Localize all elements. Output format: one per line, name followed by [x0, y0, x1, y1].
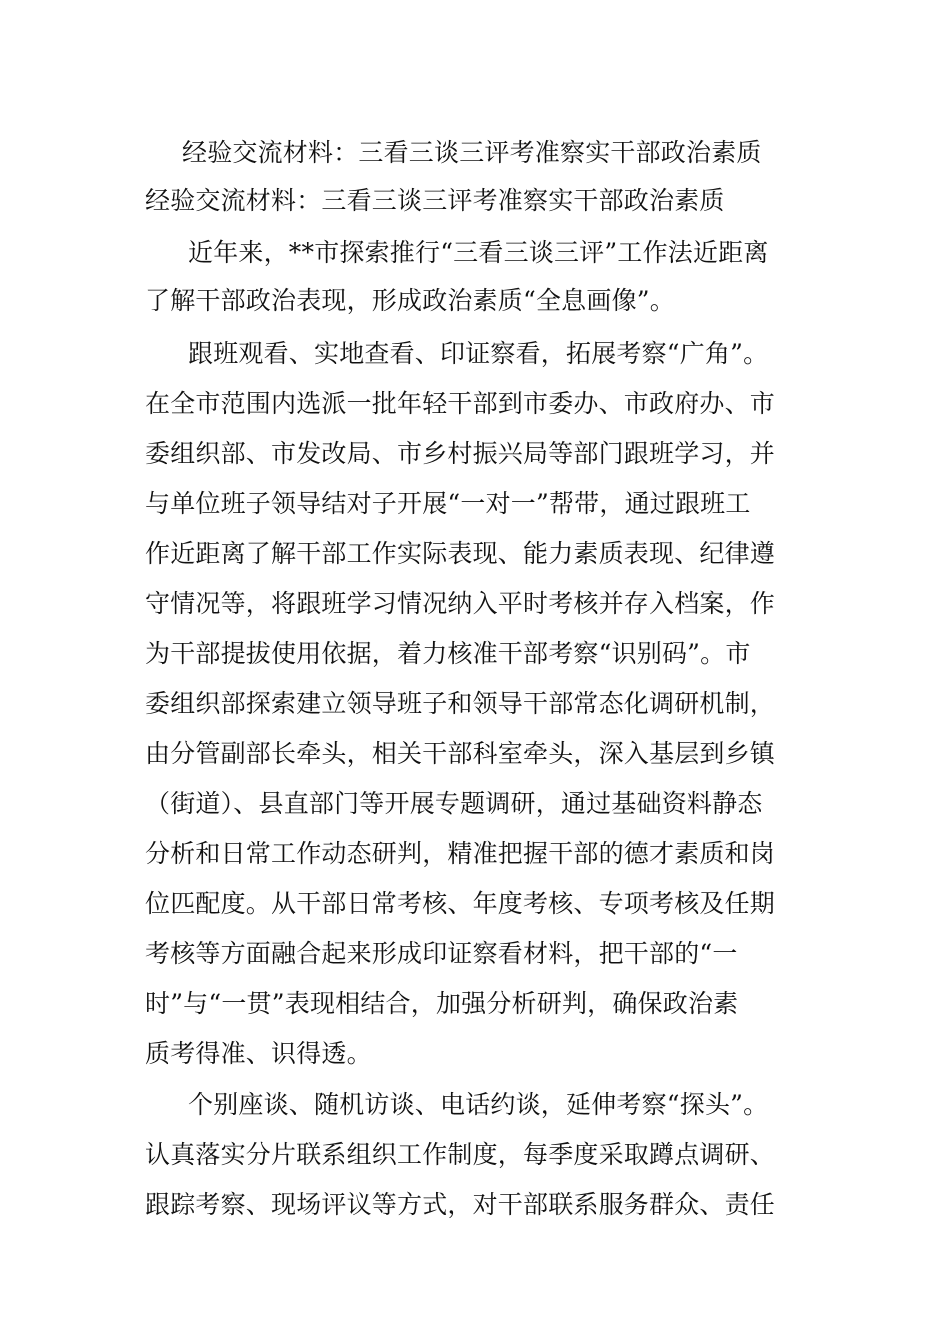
- paragraph-line: （街道）、县直部门等开展专题调研，通过基础资料静态: [145, 789, 763, 818]
- paragraph-line: 了解干部政治表现，形成政治素质“全息画像”。: [145, 286, 675, 315]
- paragraph-line: 与单位班子领导结对子开展“一对一”帮带，通过跟班工: [145, 489, 751, 518]
- document-title-line-2: 经验交流材料：三看三谈三评考准察实干部政治素质: [145, 186, 725, 215]
- document-title-line-1: 经验交流材料：三看三谈三评考准察实干部政治素质: [182, 138, 762, 167]
- paragraph-line: 考核等方面融合起来形成印证察看材料，把干部的“一: [145, 939, 738, 968]
- paragraph-line: 作近距离了解干部工作实际表现、能力素质表现、纪律遵: [145, 539, 776, 568]
- paragraph-line: 质考得准、识得透。: [145, 1039, 372, 1068]
- paragraph-line: 个别座谈、随机访谈、电话约谈，延伸考察“探头”。: [188, 1090, 769, 1119]
- paragraph-line: 委组织部、市发改局、市乡村振兴局等部门跟班学习，并: [145, 439, 776, 468]
- paragraph-line: 委组织部探索建立领导班子和领导干部常态化调研机制，: [145, 689, 776, 718]
- paragraph-line: 为干部提拔使用依据，着力核准干部考察“识别码”。市: [145, 639, 751, 668]
- paragraph-line: 时”与“一贯”表现相结合，加强分析研判，确保政治素: [145, 989, 739, 1018]
- paragraph-line: 守情况等，将跟班学习情况纳入平时考核并存入档案，作: [145, 589, 776, 618]
- paragraph-line: 分析和日常工作动态研判，精准把握干部的德才素质和岗: [145, 839, 776, 868]
- paragraph-line: 在全市范围内选派一批年轻干部到市委办、市政府办、市: [145, 389, 776, 418]
- paragraph-line: 跟班观看、实地查看、印证察看，拓展考察“广角”。: [188, 339, 769, 368]
- paragraph-line: 位匹配度。从干部日常考核、年度考核、专项考核及任期: [145, 889, 776, 918]
- paragraph-line: 近年来，**市探索推行“三看三谈三评”工作法近距离: [188, 238, 769, 267]
- paragraph-line: 跟踪考察、现场评议等方式，对干部联系服务群众、责任: [145, 1190, 776, 1219]
- paragraph-line: 认真落实分片联系组织工作制度，每季度采取蹲点调研、: [145, 1140, 776, 1169]
- paragraph-line: 由分管副部长牵头，相关干部科室牵头，深入基层到乡镇: [145, 739, 776, 768]
